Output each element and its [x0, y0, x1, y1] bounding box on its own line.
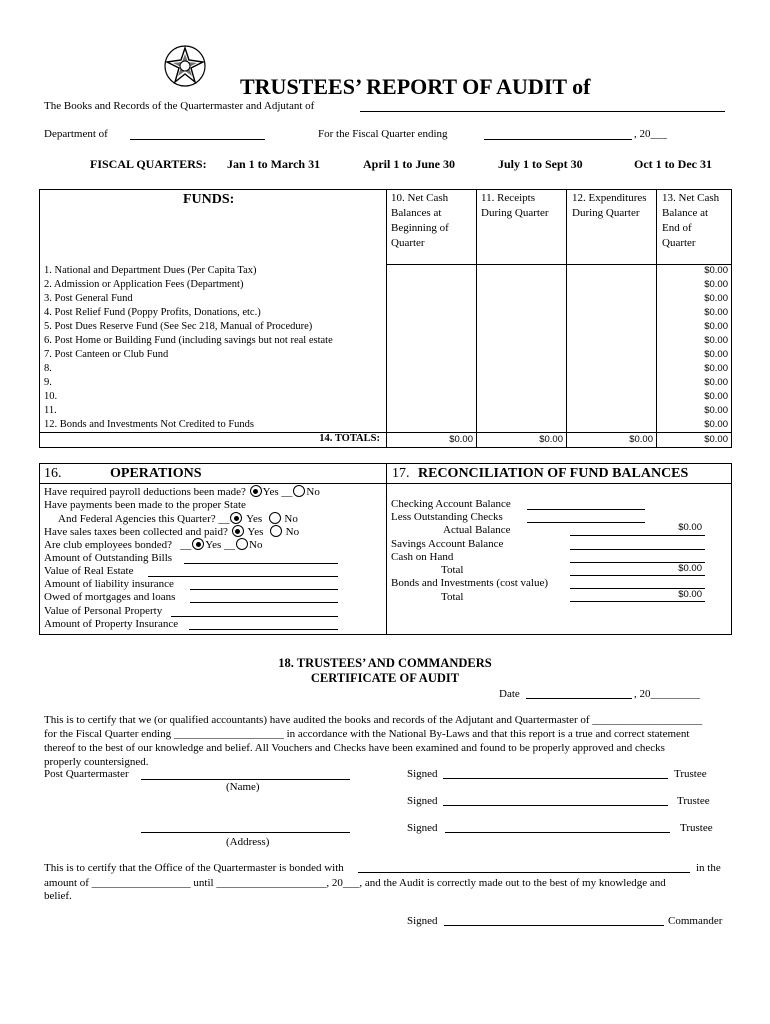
fund-col11-cell[interactable]: [477, 334, 565, 348]
fund-col11-cell[interactable]: [477, 376, 565, 390]
fund-net-cell[interactable]: $0.00: [704, 307, 728, 318]
fund-col12-cell[interactable]: [567, 404, 655, 418]
operations-field-input[interactable]: [189, 629, 338, 630]
reconciliation-title: RECONCILIATION OF FUND BALANCES: [418, 466, 689, 481]
trustee-label-2: Trustee: [677, 795, 710, 807]
fund-row-label: 9.: [44, 377, 52, 388]
savings-label: Savings Account Balance: [391, 538, 504, 550]
bonds-label: Bonds and Investments (cost value): [391, 577, 549, 589]
fund-col12-cell[interactable]: [567, 278, 655, 292]
commander-signature[interactable]: [444, 925, 664, 926]
fund-row-label: 12. Bonds and Investments Not Credited to Funds: [44, 419, 254, 430]
address-caption: (Address): [226, 836, 270, 848]
fund-col11-cell[interactable]: [477, 320, 565, 334]
actual-value: $0.00: [678, 522, 702, 533]
totals-label: 14. TOTALS:: [319, 433, 380, 444]
payroll-question: Have required payroll deductions been made? Yes __ No: [44, 486, 320, 498]
fund-col10-cell[interactable]: [387, 334, 475, 348]
operations-field-label: Value of Personal Property: [44, 605, 163, 617]
quarter-3-label: July 1 to Sept 30: [498, 157, 583, 171]
total-col13: $0.00: [704, 434, 728, 445]
fund-col11-cell[interactable]: [477, 404, 565, 418]
total-col12: $0.00: [629, 434, 653, 445]
department-label: Department of: [44, 128, 108, 140]
fund-col10-cell[interactable]: [387, 264, 475, 278]
name-caption: (Name): [226, 781, 260, 793]
fund-net-cell[interactable]: $0.00: [704, 391, 728, 402]
signed-label-1: Signed: [407, 768, 438, 780]
cert-para2-in-the: in the: [696, 862, 721, 874]
payroll-no-radio[interactable]: [293, 485, 305, 497]
fund-net-cell[interactable]: $0.00: [704, 349, 728, 360]
date-label: Date: [499, 688, 520, 700]
employees-bonded-label: Are club employees bonded?: [44, 539, 172, 551]
payments-question: And Federal Agencies this Quarter? __ Yes No: [58, 513, 298, 525]
department-field[interactable]: [130, 139, 265, 140]
operations-field-input[interactable]: [190, 589, 338, 590]
operations-field-input[interactable]: [171, 616, 338, 617]
cash-label: Cash on Hand: [391, 551, 454, 563]
sales-tax-no-radio[interactable]: [270, 525, 282, 537]
signed-label-commander: Signed: [407, 915, 438, 927]
sales-tax-question: [44, 525, 299, 538]
payments-yes-radio[interactable]: [230, 512, 242, 524]
fund-row-label: 4. Post Relief Fund (Poppy Profits, Donations, etc.): [44, 307, 261, 318]
reconciliation-number: 17.: [392, 466, 410, 481]
fund-col10-cell[interactable]: [387, 306, 475, 320]
operations-number: 16.: [44, 466, 62, 481]
payroll-question-label: Have required payroll deductions been made?: [44, 486, 246, 498]
no-label: No: [249, 539, 263, 551]
signed-label-3: Signed: [407, 822, 438, 834]
fund-col12-cell[interactable]: [567, 418, 655, 432]
checking-label: Checking Account Balance: [391, 498, 511, 510]
operations-field-label: Value of Real Estate: [44, 565, 134, 577]
yes-label: Yes: [246, 513, 263, 525]
cert-para2-line1: This is to certify that the Office of the Quartermaster is bonded with: [44, 862, 344, 874]
certificate-title-line1: 18. TRUSTEES’ AND COMMANDERS: [278, 656, 492, 670]
fund-col10-cell[interactable]: [387, 278, 475, 292]
fund-col10-cell[interactable]: [387, 376, 475, 390]
fund-net-cell[interactable]: $0.00: [704, 405, 728, 416]
col12-header: 12. Expenditures During Quarter: [572, 192, 647, 219]
cert-para2-line2: amount of __________________ until ____________________, 20___, and the Audit is correctly made out to the best of my knowledge and: [44, 877, 666, 889]
total-col11: $0.00: [539, 434, 563, 445]
quarter-4-label: Oct 1 to Dec 31: [634, 157, 712, 171]
fund-row-label: 7. Post Canteen or Club Fund: [44, 349, 169, 360]
fund-col10-cell[interactable]: [387, 348, 475, 362]
sales-tax-question-label: Have sales taxes been collected and paid?: [44, 526, 228, 538]
savings-field[interactable]: [570, 549, 705, 550]
col13-header: 13. Net Cash Balance at End of Quarter: [662, 192, 720, 249]
cert-para1-line4: properly countersigned.: [44, 756, 149, 768]
cert-para1-line1: This is to certify that we (or qualified accountants) have audited the books and records of the Adjutant and Quartermaster of ____________________: [44, 714, 703, 726]
payroll-yes-radio[interactable]: [250, 485, 262, 497]
funds-header: FUNDS:: [183, 192, 235, 207]
operations-field-label: Owed of mortgages and loans: [44, 591, 176, 603]
fund-net-cell[interactable]: $0.00: [704, 363, 728, 374]
year-label: , 20___: [634, 128, 667, 140]
operations-field-input[interactable]: [148, 576, 338, 577]
fund-row-label: 2. Admission or Application Fees (Department): [44, 279, 244, 290]
no-label: No: [285, 526, 300, 538]
col10-header: 10. Net Cash Balances at Beginning of Quarter: [391, 192, 449, 249]
fund-row-label: 1. National and Department Dues (Per Capita Tax): [44, 265, 257, 276]
cert-para1-line3: thereof to the best of our knowledge and belief. All Vouchers and Checks have been examined and found to be properly approved and checks: [44, 742, 665, 754]
fund-row-label: 3. Post General Fund: [44, 293, 133, 304]
report-title: TRUSTEES’ REPORT OF AUDIT of: [240, 74, 591, 99]
operations-field-label: Amount of liability insurance: [44, 578, 174, 590]
fund-row-label: 5. Post Dues Reserve Fund (See Sec 218, Manual of Procedure): [44, 321, 313, 332]
payments-question-label: And Federal Agencies this Quarter?: [58, 513, 216, 525]
fund-col10-cell[interactable]: [387, 320, 475, 334]
post-qm-name-field[interactable]: [141, 779, 350, 780]
fund-net-cell[interactable]: $0.00: [704, 293, 728, 304]
bonded-no-radio[interactable]: [236, 538, 248, 550]
quarter-1-label: Jan 1 to March 31: [227, 157, 321, 171]
date-field[interactable]: [526, 698, 632, 699]
trustee-label-3: Trustee: [680, 822, 713, 834]
cert-para2-line3: belief.: [44, 890, 72, 902]
actual-label: Actual Balance: [443, 524, 511, 536]
cert-para1-line2: for the Fiscal Quarter ending ____________________ in accordance with the National By-Laws and that this report is a true and correct statement: [44, 728, 690, 740]
fund-col12-cell[interactable]: [567, 292, 655, 306]
post-qm-address-field[interactable]: [141, 832, 350, 833]
checking-field[interactable]: [527, 509, 645, 510]
yes-label: Yes: [247, 526, 264, 538]
total1-value: $0.00: [678, 563, 702, 574]
total-col10: $0.00: [449, 434, 473, 445]
books-line-label: The Books and Records of the Quartermaster and Adjutant of: [44, 100, 315, 112]
trustee-2-signature[interactable]: [443, 805, 668, 806]
fiscal-quarter-label: For the Fiscal Quarter ending: [318, 128, 448, 140]
fund-col12-cell[interactable]: [567, 320, 655, 334]
date-year: , 20_________: [634, 688, 700, 700]
operations-title: OPERATIONS: [110, 466, 202, 481]
quarter-2-label: April 1 to June 30: [363, 157, 456, 171]
fund-row-label: 11.: [44, 405, 57, 416]
fund-col12-cell[interactable]: [567, 306, 655, 320]
no-label: No: [306, 486, 320, 498]
yes-label: Yes: [205, 539, 222, 551]
payments-no-radio[interactable]: [269, 512, 281, 524]
fund-col11-cell[interactable]: [477, 306, 565, 320]
col11-header: 11. Receipts During Quarter: [481, 192, 549, 219]
fiscal-quarters-label: FISCAL QUARTERS:: [90, 157, 207, 171]
trustee-3-signature[interactable]: [445, 832, 670, 833]
yes-label: Yes: [262, 486, 279, 498]
fund-col12-cell[interactable]: [567, 348, 655, 362]
fund-col11-cell[interactable]: [477, 418, 565, 432]
sales-tax-yes-radio[interactable]: [232, 525, 244, 537]
fund-col10-cell[interactable]: [387, 292, 475, 306]
fund-col12-cell[interactable]: [567, 264, 655, 278]
fund-col11-cell[interactable]: [477, 278, 565, 292]
outstanding-label: Less Outstanding Checks: [391, 511, 503, 523]
total2-value: $0.00: [678, 589, 702, 600]
fund-net-cell[interactable]: $0.00: [704, 265, 728, 276]
operations-field-label: Amount of Outstanding Bills: [44, 552, 173, 564]
fund-col11-cell[interactable]: [477, 348, 565, 362]
employees-bonded-question: Are club employees bonded? __ Yes __ No: [44, 539, 263, 551]
trustee-1-signature[interactable]: [443, 778, 668, 779]
fund-col10-cell[interactable]: [387, 404, 475, 418]
total1-label: Total: [441, 564, 464, 576]
fund-col11-cell[interactable]: [477, 292, 565, 306]
fund-col10-cell[interactable]: [387, 390, 475, 404]
fund-col12-cell[interactable]: [567, 362, 655, 376]
bonded-with-field[interactable]: [358, 872, 690, 873]
fund-col11-cell[interactable]: [477, 264, 565, 278]
signed-label-2: Signed: [407, 795, 438, 807]
fund-col11-cell[interactable]: [477, 362, 565, 376]
trustee-label-1: Trustee: [674, 768, 707, 780]
fund-row-label: 6. Post Home or Building Fund (including savings but not real estate: [44, 335, 333, 346]
fund-net-cell[interactable]: $0.00: [704, 279, 728, 290]
fund-row-label: 10.: [44, 391, 58, 402]
vfw-cross-emblem-icon: [163, 44, 207, 88]
no-label: No: [284, 513, 298, 525]
fund-col10-cell[interactable]: [387, 362, 475, 376]
total2-label: Total: [441, 591, 464, 603]
certificate-title-line2: CERTIFICATE OF AUDIT: [310, 671, 460, 685]
post-qm-label: Post Quartermaster: [44, 768, 129, 780]
bonded-yes-radio[interactable]: [192, 538, 204, 550]
quartermaster-post-field[interactable]: [360, 111, 725, 112]
fund-col12-cell[interactable]: [567, 390, 655, 404]
fund-net-cell[interactable]: $0.00: [704, 419, 728, 430]
operations-field-input[interactable]: [184, 563, 338, 564]
fund-col10-cell[interactable]: [387, 418, 475, 432]
operations-field-input[interactable]: [190, 602, 338, 603]
fund-col12-cell[interactable]: [567, 334, 655, 348]
fund-net-cell[interactable]: $0.00: [704, 377, 728, 388]
fund-col12-cell[interactable]: [567, 376, 655, 390]
fund-net-cell[interactable]: $0.00: [704, 335, 728, 346]
commander-label: Commander: [668, 915, 723, 927]
payments-question-line1: Have payments been made to the proper State: [44, 499, 246, 511]
fund-row-label: 8.: [44, 363, 52, 374]
fund-col11-cell[interactable]: [477, 390, 565, 404]
fiscal-quarter-field[interactable]: [484, 139, 632, 140]
operations-field-label: Amount of Property Insurance: [44, 618, 179, 630]
fund-net-cell[interactable]: $0.00: [704, 321, 728, 332]
